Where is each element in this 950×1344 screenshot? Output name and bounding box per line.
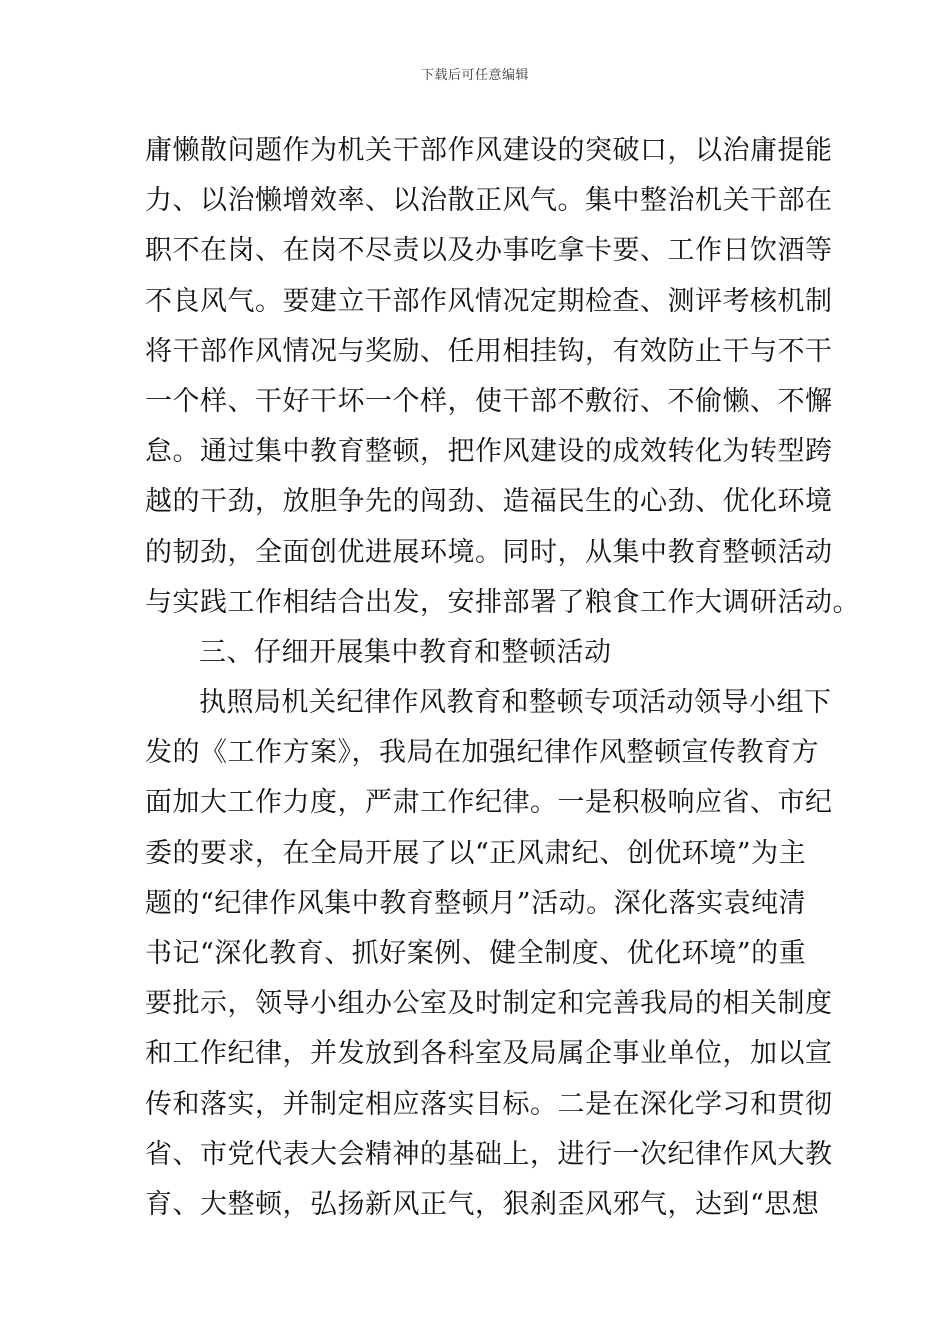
document-body <box>145 126 860 1230</box>
text-line: 力、以治懒增效率、以治散正风气。集中整治机关干部在 <box>145 185 833 217</box>
text-line: 要批示，领导小组办公室及时制定和完善我局的相关制度 <box>145 988 833 1020</box>
text-line: 不良风气。要建立干部作风情况定期检查、测评考核机制 <box>145 285 833 317</box>
text-line: 将干部作风情况与奖励、任用相挂钩，有效防止干与不干 <box>145 335 833 367</box>
paragraph-start: 执照局机关纪律作风教育和整顿专项活动领导小组下 <box>199 687 832 719</box>
text-line: 越的干劲，放胆争先的闯劲、造福民生的心劲、优化环境 <box>145 486 833 518</box>
text-line: 和工作纪律，并发放到各科室及局属企事业单位，加以宣 <box>145 1038 833 1070</box>
page-header: 下载后可任意编辑 <box>420 68 529 83</box>
text-line: 职不在岗、在岗不尽责以及办事吃拿卡要、工作日饮酒等 <box>145 235 833 267</box>
section-heading: 三、仔细开展集中教育和整顿活动 <box>199 636 612 668</box>
text-line: 与实践工作相结合出发，安排部署了粮食工作大调研活动。 <box>145 586 860 618</box>
text-line: 育、大整顿，弘扬新风正气，狠刹歪风邪气，达到“思想 <box>145 1188 820 1220</box>
text-line: 怠。通过集中教育整顿，把作风建设的成效转化为转型跨 <box>145 436 833 468</box>
text-line: 庸懒散问题作为机关干部作风建设的突破口，以治庸提能 <box>145 135 833 166</box>
text-line: 的韧劲，全面创优进展环境。同时，从集中教育整顿活动 <box>145 536 833 568</box>
text-line: 书记“深化教育、抓好案例、健全制度、优化环境”的重 <box>145 938 807 969</box>
text-line: 一个样、干好干坏一个样，使干部不敷衍、不偷懒、不懈 <box>145 385 833 417</box>
text-line: 题的“纪律作风集中教育整顿月”活动。深化落实袁纯清 <box>145 887 807 919</box>
text-line: 发的《工作方案》，我局在加强纪律作风整顿宣传教育方 <box>145 737 819 769</box>
text-line: 传和落实，并制定相应落实目标。二是在深化学习和贯彻 <box>145 1088 833 1120</box>
text-line: 面加大工作力度，严肃工作纪律。一是积极响应省、市纪 <box>145 787 833 819</box>
text-line: 委的要求，在全局开展了以“正风肃纪、创优环境”为主 <box>145 837 807 869</box>
text-line: 省、市党代表大会精神的基础上，进行一次纪律作风大教 <box>145 1138 833 1170</box>
